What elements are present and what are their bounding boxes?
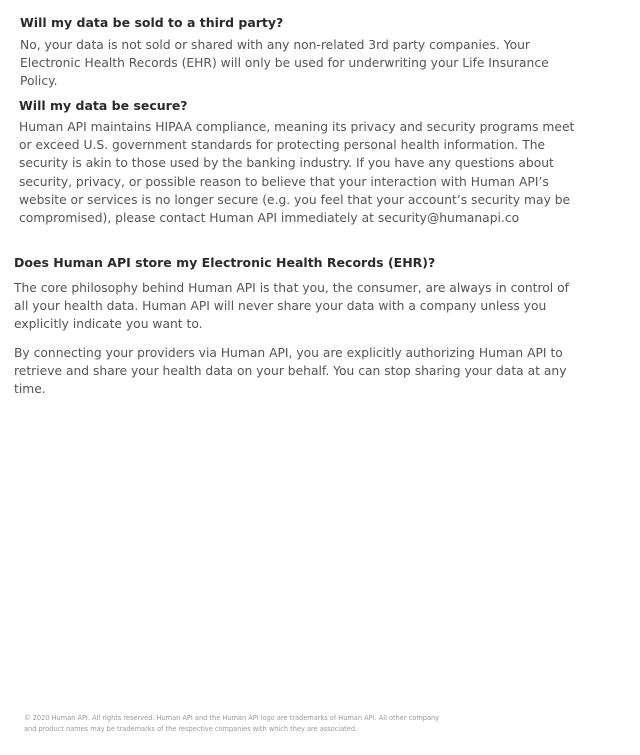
faq-item-ehr-storage xyxy=(14,255,584,398)
faq-answer-part-1: The core philosophy behind Human API is that you, the consumer, are always in control of all your health data. Human API will never share your data with a company unless you explicitly indicate you want to. xyxy=(14,281,569,332)
faq-question: Will my data be secure? xyxy=(19,98,188,113)
faq-answer: No, your data is not sold or shared with any non-related 3rd party companies. Your Electronic Health Records (EHR) will only be used for underwriting your Life Insurance Policy. xyxy=(20,38,549,89)
faq-answer-part-2: By connecting your providers via Human API, you are explicitly authorizing Human API to retrieve and share your health data on your behalf. You can stop sharing your data at any time. xyxy=(14,345,567,397)
faq-item-security xyxy=(19,98,579,227)
faq-question: Does Human API store my Electronic Health Records (EHR)? xyxy=(14,255,436,270)
faq-answer: Human API maintains HIPAA compliance, meaning its privacy and security programs meet or exceed U.S. government standards for protecting personal health information. The security is akin to those used by the banking industry. If you have any questions about security, privacy, or possible reason to believe that your interaction with Human API’s website or services is no longer secure (e.g. you feel that your account’s security may be compromised), please contact Human API immediately at security@humanapi.co xyxy=(19,120,575,226)
faq-item-third-party xyxy=(20,15,580,91)
footer-copyright: © 2020 Human API. All rights reserved. Human API and the Human API logo are trademarks of Human API. All other company and product names may be trademarks of the respective companies with which they are associated. xyxy=(24,714,440,733)
faq-question: Will my data be sold to a third party? xyxy=(20,15,284,30)
